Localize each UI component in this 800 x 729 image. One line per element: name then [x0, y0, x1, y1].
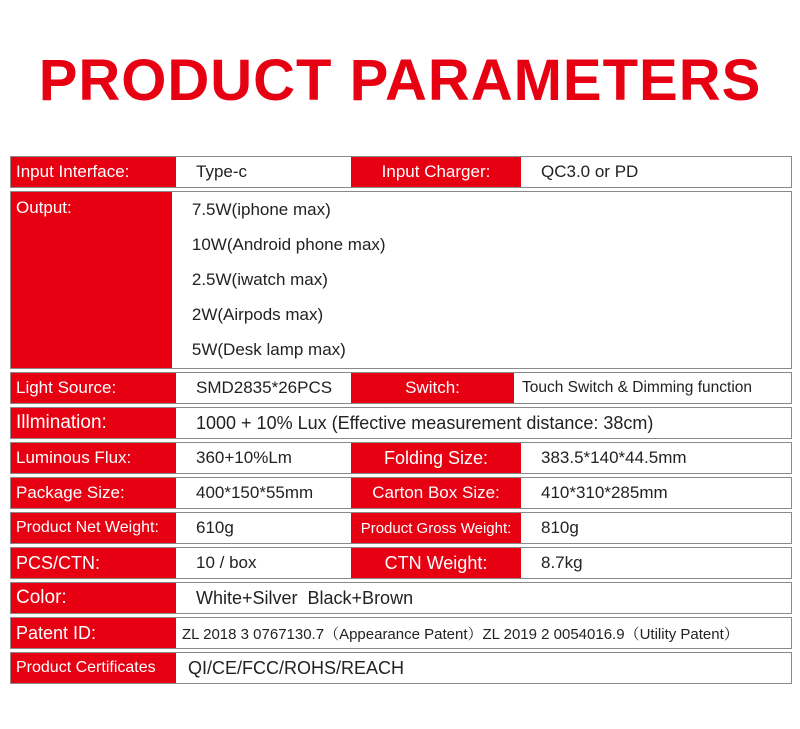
carton-box-size-value: 410*310*285mm: [541, 483, 668, 502]
output-values: [172, 192, 791, 368]
input-interface-label: Input Interface:: [11, 157, 176, 187]
certificates-label: Product Certificates: [11, 653, 176, 683]
net-weight-value: 610g: [196, 518, 234, 537]
row-certificates: [10, 652, 792, 684]
patent-id-value: ZL 2018 3 0767130.7（Appearance Patent）ZL 2019 2 0054016.9（Utility Patent）: [182, 625, 739, 643]
gross-weight-label: Product Gross Weight:: [351, 513, 521, 543]
row-output: [10, 191, 792, 369]
patent-id-label: Patent ID:: [11, 618, 176, 648]
output-value: 10W(Android phone max): [191, 235, 386, 254]
parameters-table: [10, 156, 792, 687]
switch-label: Switch:: [351, 373, 514, 403]
package-size-value: 400*150*55mm: [196, 483, 314, 502]
pcs-ctn-value: 10 / box: [196, 553, 257, 572]
row-patent: [10, 617, 792, 649]
certificates-value: QI/CE/FCC/ROHS/REACH: [188, 657, 405, 678]
row-weight: [10, 512, 792, 544]
package-size-label: Package Size:: [11, 478, 176, 508]
light-source-value: SMD2835*26PCS: [196, 378, 333, 397]
row-light: [10, 372, 792, 404]
gross-weight-value: 810g: [541, 518, 579, 537]
carton-box-size-label: Carton Box Size:: [351, 478, 521, 508]
output-value: 7.5W(iphone max): [191, 200, 331, 219]
page-title: PRODUCT PARAMETERS: [38, 48, 762, 113]
row-illumination: [10, 407, 792, 439]
illumination-value: 1000 + 10% Lux (Effective measurement distance: 38cm): [196, 412, 654, 433]
folding-size-label: Folding Size:: [351, 443, 521, 473]
color-label: Color:: [11, 583, 176, 613]
row-ctn: [10, 547, 792, 579]
light-source-label: Light Source:: [11, 373, 176, 403]
row-package: [10, 477, 792, 509]
ctn-weight-label: CTN Weight:: [351, 548, 521, 578]
row-color: [10, 582, 792, 614]
row-input: [10, 156, 792, 188]
luminous-flux-value: 360+10%Lm: [196, 448, 292, 467]
output-label: Output:: [11, 192, 172, 368]
ctn-weight-value: 8.7kg: [541, 553, 583, 572]
input-charger-label: Input Charger:: [351, 157, 521, 187]
output-value: 2.5W(iwatch max): [191, 270, 328, 289]
luminous-flux-label: Luminous Flux:: [11, 443, 176, 473]
pcs-ctn-label: PCS/CTN:: [11, 548, 176, 578]
input-interface-value: Type-c: [196, 162, 248, 181]
row-flux: [10, 442, 792, 474]
output-value: 2W(Airpods max): [191, 305, 324, 324]
net-weight-label: Product Net Weight:: [11, 513, 176, 543]
illumination-label: Illmination:: [11, 408, 176, 438]
color-value: White+Silver Black+Brown: [196, 587, 414, 608]
switch-value: Touch Switch & Dimming function: [522, 379, 753, 396]
output-value: 5W(Desk lamp max): [191, 340, 346, 359]
folding-size-value: 383.5*140*44.5mm: [541, 448, 687, 467]
input-charger-value: QC3.0 or PD: [541, 162, 639, 181]
